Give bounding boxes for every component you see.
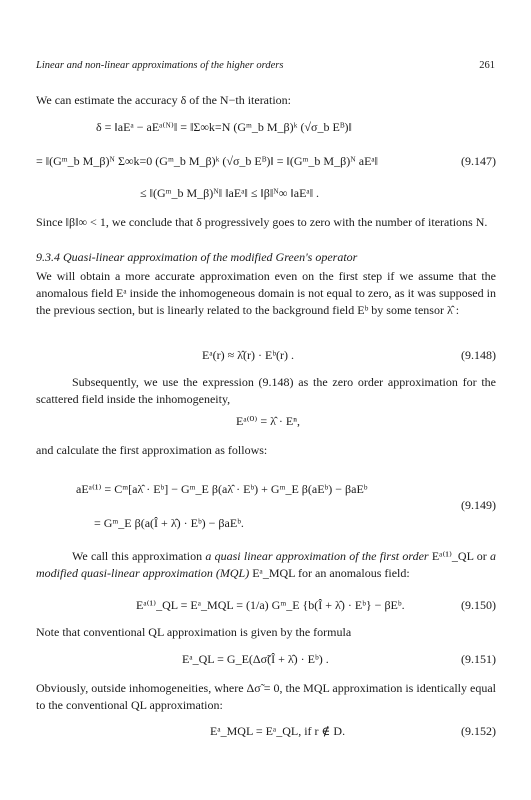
text-run: Eᵃ⁽¹⁾_QL or xyxy=(428,549,490,563)
equation-9-151 xyxy=(36,652,496,672)
equation-number: (9.151) xyxy=(461,652,496,666)
equation-text: ≤ ‖(Gᵐ_b M_β)ᴺ‖ ‖aEᵃ‖ ≤ ‖β‖ᴺ∞ ‖aEᵃ‖ . xyxy=(140,186,320,200)
equation-9-149-number xyxy=(36,498,496,518)
equation-9-147 xyxy=(36,154,496,174)
equation-text: = Gᵐ_E β(a(Î + λ̂) · Eᵇ) − βaEᵇ. xyxy=(94,516,244,530)
text-run: Eᵃ_MQL for an anomalous field: xyxy=(249,566,410,580)
page-number: 261 xyxy=(479,60,495,71)
section-heading: 9.3.4 Quasi-linear approximation of the modified Green's operator xyxy=(36,250,358,264)
emphasis-mql: a modified quasi-linear approximation (MQL) xyxy=(36,549,496,580)
running-title: Linear and non-linear approximations of the higher orders xyxy=(36,60,284,71)
paragraph-mql-def xyxy=(36,548,496,582)
equation-9-152 xyxy=(36,724,496,744)
equation-9-150 xyxy=(36,598,496,618)
equation-number: (9.148) xyxy=(461,348,496,362)
equation-text: aEᵃ⁽¹⁾ = Cᵐ[aλ̂ · Eᵇ] − Gᵐ_E β(aλ̂ · Eᵇ) + Gᵐ_E β(aEᵇ) − βaEᵇ xyxy=(76,482,368,496)
equation-bound xyxy=(36,186,496,206)
equation-text: Eᵃ⁽¹⁾_QL = Eᵃ_MQL = (1/a) Gᵐ_E {b(Î + λ̂) · Eᵇ} − βEᵇ. xyxy=(136,598,405,612)
equation-zero-order xyxy=(36,414,496,434)
paragraph-accuracy: We can estimate the accuracy δ of the N−th iteration: xyxy=(36,93,292,107)
equation-number: (9.147) xyxy=(461,154,496,168)
equation-number: (9.150) xyxy=(461,598,496,612)
equation-text: Eᵃ_MQL = Eᵃ_QL, if r ∉ D. xyxy=(210,724,346,738)
equation-text: = ‖(Gᵐ_b M_β)ᴺ Σ∞k=0 (Gᵐ_b M_β)ᵏ (√σ_b Eᴮ)‖ = ‖(Gᵐ_b M_β)ᴺ aEᵃ‖ xyxy=(36,154,379,168)
equation-number: (9.152) xyxy=(461,724,496,738)
paragraph-zero-order: Subsequently, we use the expression (9.148) as the zero order approximation for the scattered field inside the inhomogeneity, xyxy=(36,375,496,406)
paragraph-convergence: Since ‖β‖∞ < 1, we conclude that δ progressively goes to zero with the number of iterations N. xyxy=(36,215,488,229)
paragraph-ql-note: Note that conventional QL approximation is given by the formula xyxy=(36,625,352,639)
paragraph-quasi-linear: We will obtain a more accurate approximation even on the first step if we assume that the anomalous field Eᵃ inside the inhomogeneous domain is not equal to zero, as it was supposed in the previous section, but is linearly related to the background field Eᵇ by some tensor λ̂ : xyxy=(36,269,496,317)
emphasis-qla: a quasi linear approximation of the first order xyxy=(205,549,429,563)
equation-text: Eᵃ_QL = G_E(Δσ̃(Î + λ̂) · Eᵇ) . xyxy=(182,652,329,666)
equation-text: Eᵃ(r) ≈ λ̂(r) · Eᵇ(r) . xyxy=(202,348,295,362)
equation-delta xyxy=(36,120,496,140)
paragraph-outside: Obviously, outside inhomogeneities, where Δσ̃ = 0, the MQL approximation is identically equal to the conventional QL approximation: xyxy=(36,681,496,712)
paragraph-first-approx: and calculate the first approximation as follows: xyxy=(36,443,268,457)
equation-text: Eᵃ⁽⁰⁾ = λ̂ · Eⁿ, xyxy=(236,414,301,428)
equation-text: δ = ‖aEᵃ − aEᵃ⁽ᴺ⁾‖ = ‖Σ∞k=N (Gᵐ_b M_β)ᵏ (√σ_b Eᴮ)‖ xyxy=(96,120,352,134)
equation-9-149 xyxy=(36,516,496,536)
equation-9-148 xyxy=(36,348,496,368)
equation-number: (9.149) xyxy=(461,498,496,512)
text-run: We call this approximation xyxy=(72,549,206,563)
